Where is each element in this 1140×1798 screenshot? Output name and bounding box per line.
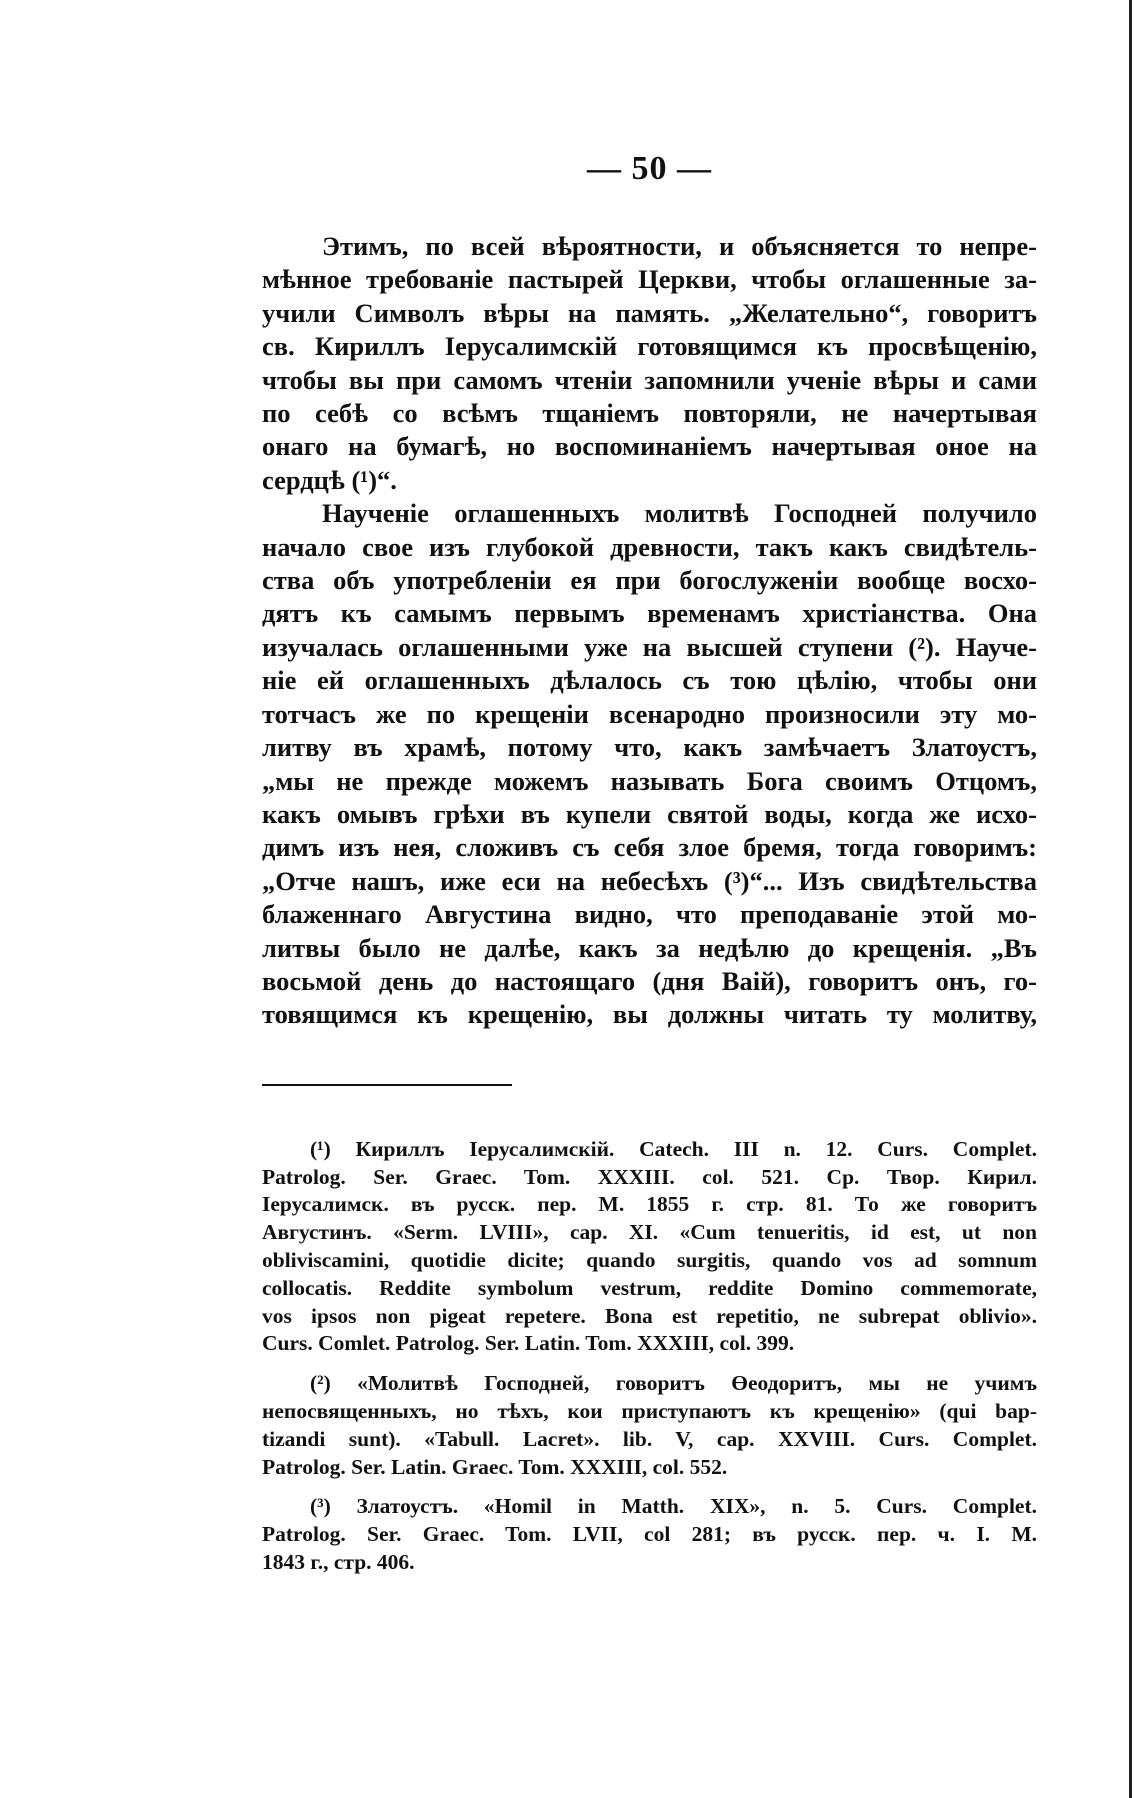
footnote-3 (262, 1493, 1037, 1576)
footnote-line: vos ipsos non pigeat repetere. Bona est repetitio, ne subrepat oblivio». (262, 1303, 1037, 1328)
footnote-line: obliviscamini, quotidie dicite; quando surgitis, quando vos ad somnum (262, 1247, 1037, 1272)
page-edge (1129, 0, 1132, 1798)
body-line: литву въ храмѣ, потому что, какъ замѣчаетъ Златоустъ, (262, 732, 1037, 763)
footnote-line: collocatis. Reddite symbolum vestrum, reddite Domino commemorate, (262, 1275, 1037, 1300)
document-page (262, 150, 1037, 1589)
body-line: ніе ей оглашенныхъ дѣлалось съ тою цѣлію, чтобы они (262, 665, 1037, 696)
footnote-line: Curs. Comlet. Patrolog. Ser. Latin. Tom. XXXIII, col. 399. (262, 1331, 795, 1356)
body-line: димъ изъ нея, сложивъ съ себя злое бремя, тогда говоримъ: (262, 832, 1037, 863)
body-line: Наученіе оглашенныхъ молитвѣ Господней получило (322, 498, 1037, 529)
footnote-line: Іерусалимск. въ русск. пер. М. 1855 г. стр. 81. То же говоритъ (262, 1192, 1037, 1217)
body-line: Этимъ, по всей вѣроятности, и объясняется то непре- (322, 231, 1037, 261)
footnote-2 (262, 1370, 1037, 1481)
footnote-line: Patrolog. Ser. Graec. Tom. LVII, col 281; въ русск. пер. ч. I. М. (262, 1522, 1037, 1547)
footnote-line: непосвященныхъ, но тѣхъ, кои приступаютъ къ крещенію» (qui bap- (262, 1398, 1037, 1423)
body-line: св. Кириллъ Іерусалимскій готовящимся къ просвѣщенію, (262, 331, 1037, 362)
body-line: ства объ употребленіи ея при богослуженіи вообще восхо- (262, 565, 1037, 596)
footnote-line: (³) Златоустъ. «Homil in Matth. XIX», n. 5. Curs. Complet. (310, 1494, 1037, 1519)
body-line: „мы не прежде можемъ называть Бога своимъ Отцомъ, (262, 765, 1037, 796)
body-line: начало свое изъ глубокой древности, такъ какъ свидѣтель- (262, 531, 1037, 562)
body-line: учили Символъ вѣры на память. „Желательно“, говоритъ (262, 297, 1037, 328)
body-text (262, 230, 1037, 1032)
body-line: изучалась оглашенными уже на высшей ступени (²). Науче- (262, 631, 1037, 662)
footnote-line: (²) «Молитвѣ Господней, говоритъ Өеодоритъ, мы не учимъ (310, 1371, 1037, 1396)
footnote-line: tizandi sunt). «Tabull. Lacret». lib. V, cap. XXVIII. Curs. Complet. (262, 1426, 1037, 1451)
body-line: блаженнаго Августина видно, что преподаваніе этой мо- (262, 899, 1037, 930)
body-line: дятъ къ самымъ первымъ временамъ христіанства. Она (262, 598, 1037, 629)
footnote-line: Patrolog. Ser. Graec. Tom. XXXIII. col. 521. Ср. Твор. Кирил. (262, 1164, 1037, 1189)
body-line: сердцѣ (¹)“. (262, 464, 397, 495)
footnote-line: (¹) Кириллъ Іерусалимскій. Catech. III n. 12. Curs. Complet. (310, 1136, 1037, 1161)
body-line: товящимся къ крещенію, вы должны читать ту молитву, (262, 999, 1037, 1030)
page-number: — 50 — (587, 150, 712, 187)
footnote-line: Августинъ. «Serm. LVIII», cap. XI. «Cum tenueritis, id est, ut non (262, 1220, 1037, 1245)
body-line: тотчасъ же по крещеніи всенародно произносили эту мо- (262, 698, 1037, 729)
footnote-separator (262, 1084, 512, 1086)
body-line: литвы было не далѣе, какъ за недѣлю до крещенія. „Въ (262, 932, 1037, 963)
footnote-1 (262, 1136, 1037, 1358)
body-line: мѣнное требованіе пастырей Церкви, чтобы оглашенные за- (262, 264, 1037, 295)
body-line: по себѣ со всѣмъ тщаніемъ повторяли, не начертывая (262, 398, 1037, 429)
footnote-line: 1843 г., стр. 406. (262, 1549, 415, 1574)
footnote-line: Patrolog. Ser. Latin. Graec. Tom. XXXIII, col. 552. (262, 1454, 728, 1479)
body-line: чтобы вы при самомъ чтеніи запомнили ученіе вѣры и сами (262, 364, 1037, 395)
body-line: онаго на бумагѣ, но воспоминаніемъ начертывая оное на (262, 431, 1037, 462)
body-line: „Отче нашъ, иже еси на небесѣхъ (³)“... Изъ свидѣтельства (262, 865, 1037, 896)
body-line: какъ омывъ грѣхи въ купели святой воды, когда же исхо- (262, 798, 1037, 829)
body-line: восьмой день до настоящаго (дня Ваій), говоритъ онъ, го- (262, 965, 1037, 996)
